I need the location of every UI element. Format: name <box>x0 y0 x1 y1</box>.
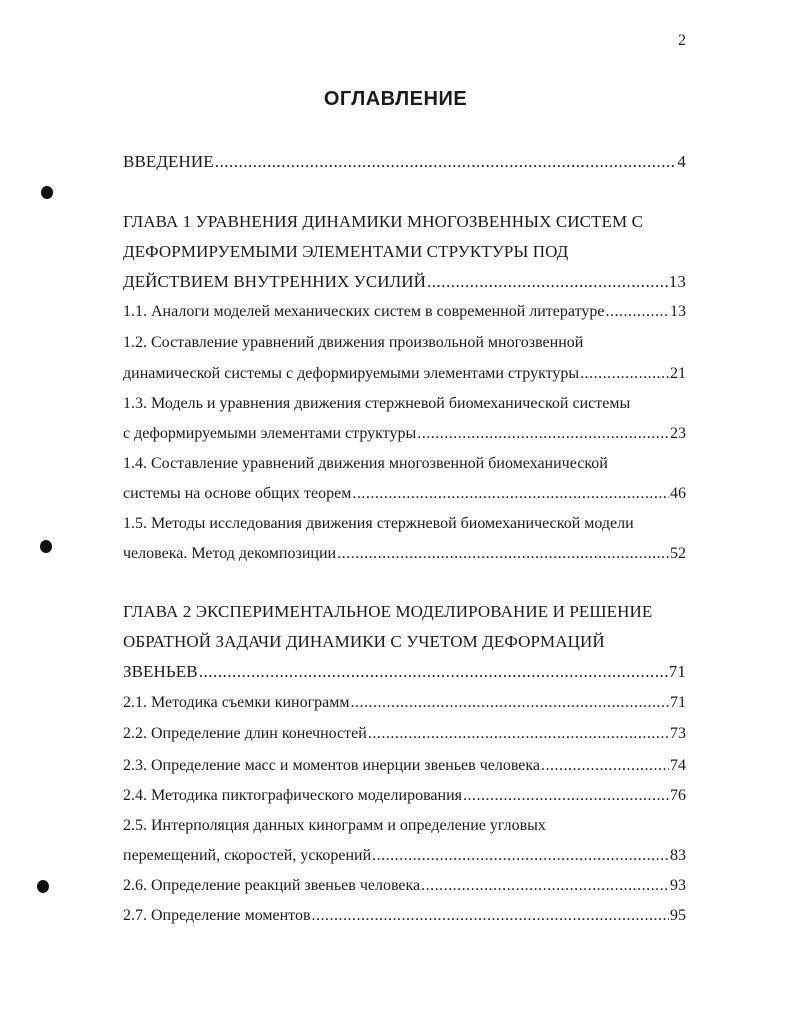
toc-entry-2-5 <box>123 846 686 866</box>
toc-entry-page: 73 <box>670 725 686 742</box>
toc-entry-1-1 <box>123 302 686 322</box>
punch-hole-mark <box>37 880 49 893</box>
toc-entry-text: 1.1. Аналоги моделей механических систем в современной литературе <box>123 303 605 320</box>
toc-entry-2-7 <box>123 906 686 926</box>
punch-hole-mark <box>41 186 53 199</box>
toc-entry-1-2-line-1: 1.2. Составление уравнений движения произвольной многозвенной <box>123 334 584 351</box>
toc-entry-1-3 <box>123 424 686 444</box>
page-number: 2 <box>678 32 686 49</box>
toc-leader <box>372 846 669 866</box>
chapter-1-heading-line-1: ГЛАВА 1 УРАВНЕНИЯ ДИНАМИКИ МНОГОЗВЕННЫХ СИСТЕМ С <box>123 212 644 231</box>
toc-entry-page: 52 <box>670 545 686 562</box>
toc-entry-page: 46 <box>670 485 686 502</box>
toc-leader <box>580 364 669 384</box>
toc-entry-2-3 <box>123 756 686 776</box>
toc-leader <box>541 756 669 776</box>
toc-entry-page: 95 <box>670 907 686 924</box>
toc-entry-1-3-line-1: 1.3. Модель и уравнения движения стержневой биомеханической системы <box>123 395 631 412</box>
toc-leader <box>337 544 669 564</box>
toc-entry-text: 2.6. Определение реакций звеньев человека <box>123 877 421 894</box>
toc-entry-text: 2.4. Методика пиктографического моделирования <box>123 787 462 804</box>
toc-entry-page: 21 <box>670 365 686 382</box>
toc-entry-1-5-line-1: 1.5. Методы исследования движения стержневой биомеханической модели <box>123 515 634 532</box>
toc-leader <box>351 693 669 713</box>
toc-entry-page: 71 <box>668 662 686 681</box>
chapter-2-heading-line-1: ГЛАВА 2 ЭКСПЕРИМЕНТАЛЬНОЕ МОДЕЛИРОВАНИЕ И РЕШЕНИЕ <box>123 602 653 621</box>
toc-entry-text: ЗВЕНЬЕВ <box>123 662 198 681</box>
toc-entry-2-1 <box>123 693 686 713</box>
toc-leader <box>421 876 669 896</box>
toc-entry-text: динамической системы с деформируемыми элементами структуры <box>123 365 580 382</box>
toc-leader <box>312 906 669 926</box>
toc-entry-2-4 <box>123 786 686 806</box>
punch-hole-mark <box>40 540 52 553</box>
toc-entry-page: 76 <box>670 787 686 804</box>
chapter-1-heading-line-2: ДЕФОРМИРУЕМЫМИ ЭЛЕМЕНТАМИ СТРУКТУРЫ ПОД <box>123 242 569 261</box>
toc-leader <box>417 424 669 444</box>
toc-entry-text: системы на основе общих теорем <box>123 485 352 502</box>
toc-entry-page: 71 <box>670 694 686 711</box>
toc-entry-text: 2.3. Определение масс и моментов инерции звеньев человека <box>123 757 541 774</box>
toc-leader <box>215 152 677 172</box>
toc-entry-page: 4 <box>677 152 686 171</box>
toc-entry-2-5-line-1: 2.5. Интерполяция данных кинограмм и определение угловых <box>123 817 546 834</box>
toc-entry-introduction <box>123 152 686 172</box>
toc-leader <box>427 272 668 292</box>
toc-entry-text: ДЕЙСТВИЕМ ВНУТРЕННИХ УСИЛИЙ <box>123 272 427 291</box>
toc-entry-page: 74 <box>670 757 686 774</box>
toc-leader <box>368 724 669 744</box>
toc-entry-text: 2.1. Методика съемки кинограмм <box>123 694 350 711</box>
toc-entry-text: человека. Метод декомпозиции <box>123 545 337 562</box>
toc-entry-1-4 <box>123 484 686 504</box>
toc-entry-page: 23 <box>670 425 686 442</box>
toc-entry-text: ВВЕДЕНИЕ <box>123 152 214 171</box>
toc-leader <box>605 302 669 322</box>
toc-entry-text: 2.2. Определение длин конечностей <box>123 725 367 742</box>
toc-leader <box>199 662 668 682</box>
toc-entry-text: перемещений, скоростей, ускорений <box>123 847 372 864</box>
page-title: ОГЛАВЛЕНИЕ <box>323 88 468 110</box>
toc-entry-1-2 <box>123 364 686 384</box>
toc-leader <box>352 484 669 504</box>
toc-entry-page: 83 <box>670 847 686 864</box>
toc-entry-page: 93 <box>670 877 686 894</box>
toc-entry-page: 13 <box>670 303 686 320</box>
toc-entry-text: 2.7. Определение моментов <box>123 907 311 924</box>
chapter-2-heading-line-2: ОБРАТНОЙ ЗАДАЧИ ДИНАМИКИ С УЧЕТОМ ДЕФОРМАЦИЙ <box>123 632 605 651</box>
toc-entry-1-5 <box>123 544 686 564</box>
toc-entry-chapter-2 <box>123 662 686 682</box>
toc-entry-2-6 <box>123 876 686 896</box>
toc-entry-page: 13 <box>668 272 686 291</box>
toc-entry-text: с деформируемыми элементами структуры <box>123 425 417 442</box>
toc-leader <box>463 786 669 806</box>
toc-entry-chapter-1 <box>123 272 686 292</box>
toc-entry-2-2 <box>123 724 686 744</box>
toc-entry-1-4-line-1: 1.4. Составление уравнений движения многозвенной биомеханической <box>123 455 608 472</box>
